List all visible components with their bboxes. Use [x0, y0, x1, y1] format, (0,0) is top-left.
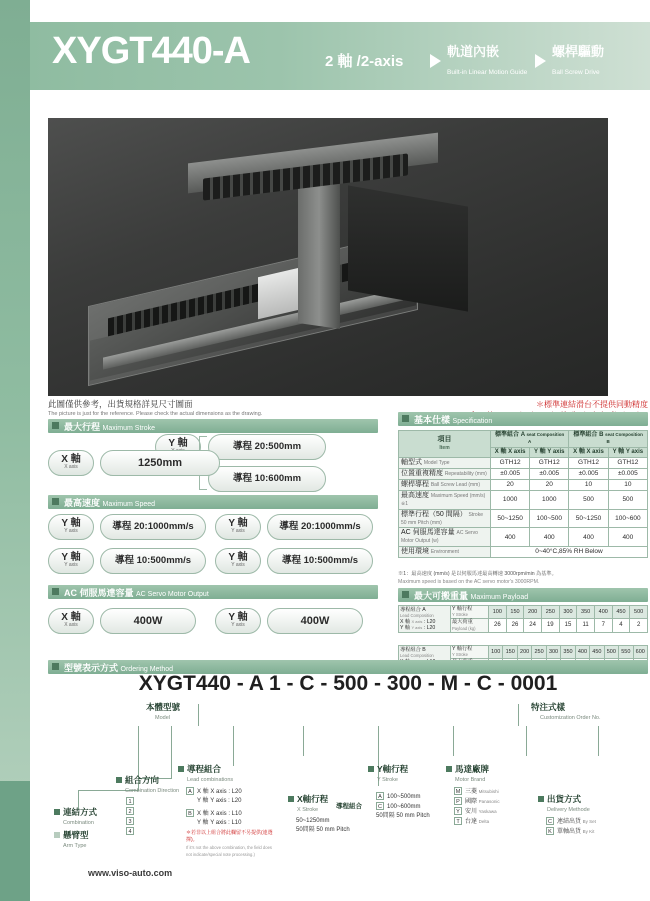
option-tag: A — [186, 787, 194, 795]
payload-stroke-cell: 400 — [575, 646, 589, 659]
spec-row-label — [399, 528, 491, 547]
spec-cell: 0~40°C,85% RH Below — [491, 547, 648, 558]
square-bullet-icon — [446, 766, 452, 772]
leader-line — [233, 726, 234, 766]
y-axis-cn: Y 軸 — [228, 612, 248, 623]
payload-weight-label: 最大荷重 Payload (kg) — [451, 619, 489, 632]
motor-brand-options — [454, 787, 539, 827]
x-axis-en: X axis — [64, 622, 78, 628]
spec-cell: 500 — [608, 490, 647, 509]
tag-delivery — [538, 794, 590, 815]
feature-1-cn: 軌道內嵌 — [447, 44, 500, 59]
payload-stroke-cell: 500 — [630, 606, 648, 619]
axis-count-label: 2 軸 /2-axis — [325, 53, 404, 70]
spec-row — [399, 509, 648, 528]
spec-row — [399, 479, 648, 490]
section-max-speed — [48, 495, 378, 509]
y-stroke-option: 50間隔 50 mm Pitch — [376, 813, 430, 819]
payload-stroke-cell: 100 — [489, 606, 507, 619]
feature-2-cn: 螺桿驅動 — [552, 44, 605, 59]
spec-row-label-en: Ball Screw Lead (mm) — [430, 481, 480, 488]
option-tag: M — [455, 789, 461, 795]
spec-item-header-cn: 項目 — [437, 435, 452, 443]
specification-table — [398, 430, 648, 558]
spec-row-label-cn: 標準行程（50 間隔） — [401, 510, 467, 518]
option-tag: A — [376, 792, 384, 800]
spec-cell: 400 — [608, 528, 647, 547]
spec-cell: ±0.005 — [608, 468, 647, 479]
tag-lead — [178, 764, 233, 785]
spec-cell: 50~1250 — [491, 509, 530, 528]
motor-brand-option: P 國際 Panasonic — [454, 797, 539, 807]
direction-option — [126, 817, 137, 827]
section-max-speed-en: Maximum Speed — [102, 501, 156, 508]
x-stroke-options — [296, 817, 376, 835]
speed-y-lead10: 導程 10:500mm/s — [267, 548, 373, 574]
left-green-band-bottom — [0, 781, 30, 901]
lead-note-red-cn: ＊若非以上組合將此欄留不另提供(連選擇)。 — [186, 830, 273, 843]
footer-url[interactable]: www.viso-auto.com — [88, 868, 173, 878]
feature-1-en: Built-in Linear Motion Guide — [447, 69, 528, 76]
x-stroke-option: 50間隔 50 mm Pitch — [296, 827, 350, 833]
feature-built-in-guide — [430, 43, 527, 79]
y-axis-pill-speed-4 — [215, 548, 261, 574]
y-axis-cn: Y 軸 — [61, 518, 81, 529]
spec-cell: 400 — [569, 528, 608, 547]
product-photo — [48, 118, 608, 396]
spec-row-label-en: Model Type — [423, 459, 450, 466]
payload-value-cell: 15 — [559, 619, 577, 632]
payload-stroke-cell: 200 — [524, 606, 542, 619]
tag-motor-brand-cn: 馬達廠牌 — [455, 764, 490, 774]
direction-option — [126, 807, 137, 817]
option-tag: C — [546, 817, 554, 825]
y-stroke-option: C 100~600mm — [378, 804, 421, 810]
section-specification-en: Specification — [452, 418, 493, 425]
section-payload-label — [414, 589, 528, 602]
spec-group-b-cn: 標準組合 B — [573, 432, 604, 438]
spec-group-b — [569, 431, 648, 448]
option-tag: 3 — [126, 817, 134, 825]
tag-arm-type — [54, 830, 89, 851]
tag-motor-brand — [446, 764, 489, 785]
payload-stroke-cell: 250 — [541, 606, 559, 619]
photo-caption-left-cn: 此圖僅供參考，出貨規格詳見尺寸圖面 — [48, 399, 193, 409]
triangle-icon — [430, 54, 441, 68]
square-bullet-icon — [178, 766, 184, 772]
spec-row-label-cn: 螺桿導程 — [401, 480, 429, 488]
spec-cell: 20 — [491, 479, 530, 490]
leader-line — [198, 704, 199, 726]
spec-cell: GTH12 — [530, 457, 569, 468]
spec-cell: 20 — [530, 479, 569, 490]
payload-stroke-cell: 300 — [546, 646, 560, 659]
payload-value-cell: 4 — [612, 619, 630, 632]
payload-header-row — [399, 606, 648, 619]
page-title: XYGT440-A — [52, 30, 250, 72]
tag-model-cn: 本體型號 — [146, 702, 181, 712]
left-green-band — [0, 0, 30, 901]
spec-cell: GTH12 — [491, 457, 530, 468]
payload-stroke-cell: 600 — [633, 646, 647, 659]
tag-custom-cn: 特注式樣 — [531, 702, 566, 712]
page-header — [30, 22, 650, 90]
square-bullet-icon — [402, 415, 409, 422]
square-bullet-icon — [52, 663, 59, 670]
option-tag: T — [454, 817, 462, 825]
tag-arm-en: Arm Type — [63, 843, 87, 849]
spec-cell: 1000 — [530, 490, 569, 509]
spec-group-header-row — [399, 431, 648, 448]
option-tag: C — [376, 802, 384, 810]
direction-option — [126, 797, 137, 807]
spec-cell: 400 — [491, 528, 530, 547]
spec-group-b-en: seat Composition B — [605, 432, 643, 444]
payload-value-cell: 26 — [506, 619, 524, 632]
tag-x-stroke-en: X Stroke — [297, 807, 319, 813]
tag-x-stroke-cn: X軸行程 — [297, 794, 329, 804]
y-axis-pill-speed-3 — [48, 548, 94, 574]
motor-output-y: 400W — [267, 608, 363, 634]
spec-cell: 1000 — [491, 490, 530, 509]
tag-direction-cn: 組合方向 — [125, 775, 160, 785]
spec-cell: GTH12 — [569, 457, 608, 468]
payload-value-cell: 19 — [541, 619, 559, 632]
spec-cell: 50~1250 — [569, 509, 608, 528]
delivery-option: C 連結出貨 By Set — [548, 819, 596, 825]
section-specification-label — [414, 413, 492, 426]
spec-row-label-cn: 使用環境 — [401, 548, 429, 556]
tag-custom — [531, 702, 601, 723]
tag-y-lead-combo-cn: 導程組合 — [336, 803, 362, 810]
leader-line — [598, 726, 599, 756]
x-axis-cn: X 軸 — [61, 454, 81, 465]
direction-options — [126, 797, 137, 837]
section-max-speed-cn: 最高速度 — [64, 498, 101, 508]
spec-cell: 100~600 — [608, 509, 647, 528]
spec-note-2: Maximum speed is based on the AC servo motor's 3000RPM. — [398, 579, 540, 585]
payload-header-row — [399, 646, 648, 659]
y-axis-en: Y axis — [64, 528, 78, 534]
spec-item-header-en: Item — [439, 444, 450, 451]
y-axis-en: Y axis — [231, 622, 245, 628]
y-stroke-lead20: 導程 20:500mm — [208, 434, 326, 460]
spec-row-label-en: AC Servo Motor Output (w) — [401, 530, 478, 545]
payload-lead-label: 導程組合 A Lead Composition X 軸 X axis : L20 Y 軸 Y axis : L20 — [399, 606, 451, 633]
tag-y-lead-combo — [336, 802, 362, 812]
direction-option — [126, 827, 137, 837]
spec-note-1: ※1：最高速度 (mm/s) 是以伺服馬達最高轉速 3000rpm/min 為基準。 — [398, 571, 557, 577]
spec-cell: 10 — [608, 479, 647, 490]
motor-brand-option: M 三菱 Mitsubishi — [455, 789, 499, 795]
y-axis-pill-motor — [215, 608, 261, 634]
y-axis-pill-speed-2 — [215, 514, 261, 540]
square-bullet-icon — [52, 588, 59, 595]
ordering-method-block — [48, 672, 648, 857]
spec-col-b-x: X 軸 X axis — [569, 447, 608, 457]
y-axis-cn: Y 軸 — [228, 518, 248, 529]
y-stroke-options — [376, 792, 456, 821]
payload-lead-label: 導程組合 B Lead Composition — [399, 646, 451, 673]
spec-row — [399, 528, 648, 547]
spec-row-label-en: Stroke 50 mm Pitch (mm) — [401, 511, 483, 526]
section-max-speed-label — [64, 496, 155, 509]
payload-stroke-cell: 100 — [489, 646, 503, 659]
tag-motor-brand-en: Motor Brand — [455, 777, 486, 783]
tag-direction-en: Combination Direction — [125, 788, 180, 794]
spec-cell: 400 — [530, 528, 569, 547]
tag-custom-en: Customization Order No. — [540, 715, 601, 721]
tag-model-en: Model — [155, 715, 170, 721]
photo-caption-right-cn: ＊標準連結滑台不提供同動精度 — [536, 400, 648, 409]
spec-row-label — [399, 479, 491, 490]
payload-stroke-cell: 500 — [604, 646, 618, 659]
spec-group-a-en: seat Composition A — [526, 432, 565, 444]
spec-cell: ±0.005 — [491, 468, 530, 479]
payload-value-cell: 11 — [577, 619, 595, 632]
leader-line — [518, 704, 519, 726]
spec-row — [399, 490, 648, 509]
tag-combination — [54, 807, 97, 828]
spec-row-label — [399, 509, 491, 528]
payload-stroke-cell: 200 — [517, 646, 531, 659]
ordering-code: XYGT440 - A 1 - C - 500 - 300 - M - C - 0001 — [138, 672, 558, 695]
tag-combination-cn: 連結方式 — [63, 807, 98, 817]
option-tag: 4 — [126, 827, 134, 835]
payload-stroke-label: Y 軸行程 Y Stroke — [451, 606, 489, 619]
payload-stroke-cell: 300 — [559, 606, 577, 619]
section-max-stroke-en: Maximum Stroke — [102, 425, 156, 432]
spec-row-label-cn: 軸型式 — [401, 458, 422, 466]
payload-stroke-cell: 350 — [577, 606, 595, 619]
payload-value-cell: 2 — [630, 619, 648, 632]
x-axis-pill-motor — [48, 608, 94, 634]
motor-brand-option: Y 安川 Yaskawa — [454, 807, 539, 817]
section-max-stroke — [48, 419, 378, 433]
photo-caption-left — [48, 399, 348, 418]
spec-row — [399, 547, 648, 558]
payload-stroke-cell: 150 — [506, 606, 524, 619]
square-bullet-icon — [288, 796, 294, 802]
payload-stroke-label: Y 軸行程 Y Stroke — [451, 646, 489, 659]
y-axis-cn: Y 軸 — [228, 552, 248, 563]
tag-x-stroke — [288, 794, 328, 815]
photo-caption-left-en: The picture is just for the reference. Please check the actual dimensions as the drawing. — [48, 411, 263, 417]
y-axis-cn: Y 軸 — [168, 438, 188, 449]
motor-output-x: 400W — [100, 608, 196, 634]
tag-arm-cn: 懸臂型 — [63, 830, 89, 840]
spec-row-label-cn: 位置重複精度 — [401, 469, 443, 477]
y-axis-en: Y axis — [64, 562, 78, 568]
tag-y-stroke — [368, 764, 408, 785]
tag-lead-en: Lead combinations — [187, 777, 234, 783]
tag-delivery-en: Delivery Methode — [547, 807, 590, 813]
feature-ball-screw — [535, 43, 604, 79]
x-stroke-option: 50~1250mm — [296, 818, 330, 824]
option-tag: 1 — [126, 797, 134, 805]
square-bullet-icon — [54, 832, 60, 838]
spec-row-label — [399, 468, 491, 479]
payload-stroke-cell: 400 — [594, 606, 612, 619]
payload-stroke-cell: 250 — [532, 646, 546, 659]
spec-row — [399, 457, 648, 468]
spec-cell: 10 — [569, 479, 608, 490]
section-payload-cn: 最大可搬重量 — [414, 591, 469, 601]
y-axis-pill-speed-1 — [48, 514, 94, 540]
y-axis-en: Y axis — [231, 528, 245, 534]
delivery-options — [546, 817, 636, 837]
section-motor-output-en: AC Servo Motor Output — [136, 591, 209, 598]
speed-y-lead20: 導程 20:1000mm/s — [267, 514, 373, 540]
payload-value-cell: 7 — [594, 619, 612, 632]
spec-row — [399, 468, 648, 479]
payload-value-cell: 24 — [524, 619, 542, 632]
lead-note-red-en: If it's not the above combination, the field does not indicate/special note processing.) — [186, 845, 272, 857]
square-bullet-icon — [402, 591, 409, 598]
section-specification-cn: 基本仕樣 — [414, 415, 451, 425]
lead-option: B X 軸 X axis : L10 Y 軸 Y axis : L10 — [186, 809, 270, 828]
tag-combination-en: Combination — [63, 820, 94, 826]
spec-row-label-en: Maximum Speed (mm/s) ※1 — [401, 492, 486, 507]
section-payload-en: Maximum Payload — [470, 594, 529, 601]
spec-row-label-cn: 最高速度 — [401, 491, 429, 499]
spec-cell: GTH12 — [608, 457, 647, 468]
spec-row-label-cn: AC 伺服馬達容量 — [401, 529, 455, 537]
leader-line — [526, 726, 527, 756]
lead-option-line2: Y 軸 Y axis : L10 — [197, 820, 242, 826]
spec-row-label — [399, 547, 491, 558]
payload-stroke-cell: 450 — [590, 646, 604, 659]
section-motor-output-cn: AC 伺服馬達容量 — [64, 588, 134, 598]
section-motor-output-label — [64, 586, 209, 599]
delivery-option: K 單軸出貨 By Kit — [546, 827, 636, 837]
x-axis-cn: X 軸 — [61, 612, 81, 623]
option-tag: K — [546, 827, 554, 835]
section-motor-output — [48, 585, 378, 599]
leader-line — [171, 726, 172, 778]
option-tag: P — [454, 797, 462, 805]
section-max-stroke-label — [64, 420, 155, 433]
y-stroke-option: A 100~500mm — [376, 792, 456, 802]
payload-stroke-cell: 150 — [503, 646, 517, 659]
feature-2-en: Ball Screw Drive — [552, 69, 600, 76]
spec-cell: 100~500 — [530, 509, 569, 528]
y-axis-cn: Y 軸 — [61, 552, 81, 563]
x-stroke-value: 1250mm — [100, 450, 220, 476]
specification-table-body — [399, 457, 648, 558]
y-stroke-lead10: 導程 10:600mm — [208, 466, 326, 492]
section-ordering-cn: 型號表示方式 — [64, 663, 119, 673]
gantry-plate — [348, 185, 468, 311]
payload-stroke-cell: 350 — [561, 646, 575, 659]
x-axis-en: X axis — [64, 464, 78, 470]
lead-option: A X 軸 X axis : L20 Y 軸 Y axis : L20 — [186, 787, 270, 806]
section-ordering-en: Ordering Method — [120, 666, 174, 673]
section-max-stroke-cn: 最大行程 — [64, 422, 101, 432]
speed-x-lead20: 導程 20:1000mm/s — [100, 514, 206, 540]
leader-line — [303, 726, 304, 756]
tag-y-stroke-en: Y Stroke — [377, 777, 398, 783]
spec-row-label — [399, 490, 491, 509]
square-bullet-icon — [116, 777, 122, 783]
leader-line — [453, 726, 454, 756]
tag-delivery-cn: 出貨方式 — [547, 794, 582, 804]
square-bullet-icon — [52, 422, 59, 429]
lead-note-red — [186, 830, 276, 858]
tag-lead-cn: 導程組合 — [187, 764, 222, 774]
spec-row-label-en: Environment — [430, 549, 459, 556]
square-bullet-icon — [52, 498, 59, 505]
spec-col-b-y: Y 軸 Y axis — [608, 447, 647, 457]
square-bullet-icon — [54, 809, 60, 815]
payload-stroke-cell: 550 — [619, 646, 633, 659]
spec-item-header — [399, 431, 491, 458]
lead-option-line2: Y 軸 Y axis : L20 — [197, 798, 242, 804]
option-tag: Y — [454, 807, 462, 815]
spec-cell: ±0.005 — [569, 468, 608, 479]
spec-col-a-x: X 軸 X axis — [491, 447, 530, 457]
tag-y-stroke-cn: Y軸行程 — [377, 764, 409, 774]
spec-group-a-cn: 標準組合 A — [495, 432, 525, 438]
square-bullet-icon — [368, 766, 374, 772]
option-tag: B — [186, 809, 194, 817]
spec-row-label-en: Repeatability (mm) — [444, 470, 487, 477]
spec-col-a-y: Y 軸 Y axis — [530, 447, 569, 457]
tag-model — [146, 702, 180, 723]
option-tag: 2 — [126, 807, 134, 815]
section-payload — [398, 588, 648, 602]
speed-x-lead10: 導程 10:500mm/s — [100, 548, 206, 574]
spec-group-a — [491, 431, 569, 448]
payload-stroke-cell: 450 — [612, 606, 630, 619]
square-bullet-icon — [538, 796, 544, 802]
tag-direction — [116, 775, 179, 796]
section-specification — [398, 412, 648, 426]
y-axis-en: Y axis — [231, 562, 245, 568]
triangle-icon — [535, 54, 546, 68]
payload-value-cell: 26 — [489, 619, 507, 632]
payload-table-group-a — [398, 605, 648, 633]
motor-brand-option: T 台達 Delta — [454, 817, 539, 827]
lead-options — [186, 787, 270, 831]
spec-row-label — [399, 457, 491, 468]
x-axis-pill-stroke — [48, 450, 94, 476]
spec-cell: 500 — [569, 490, 608, 509]
spec-cell: ±0.005 — [530, 468, 569, 479]
